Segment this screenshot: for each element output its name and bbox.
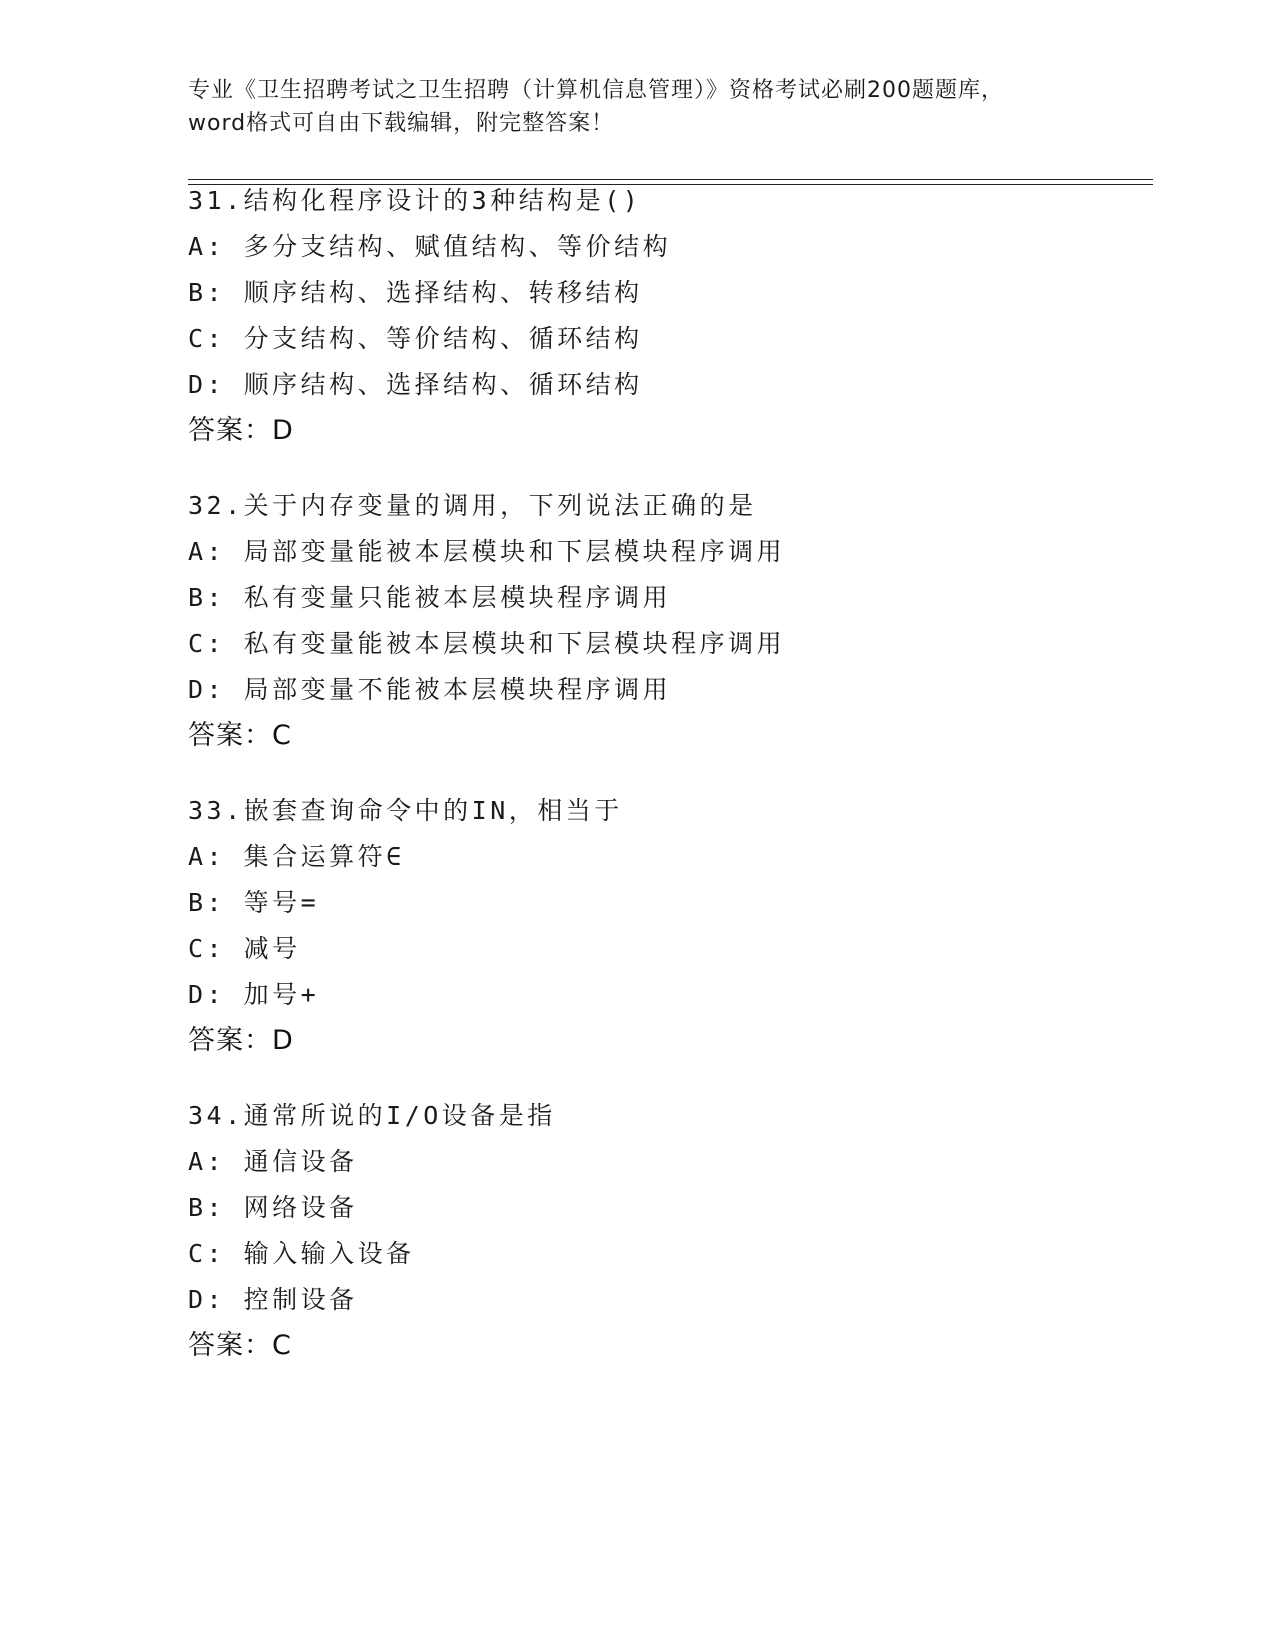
question-stem: 31.结构化程序设计的3种结构是() — [188, 186, 642, 215]
option-d: D: 顺序结构、选择结构、循环结构 — [188, 370, 643, 399]
option-d: D: 控制设备 — [188, 1285, 358, 1314]
question-stem: 34.通常所说的I/O设备是指 — [188, 1101, 556, 1130]
option-c: C: 输入输入设备 — [188, 1239, 415, 1268]
answer-label: 答案： — [188, 1330, 272, 1361]
option-d: D: 加号+ — [188, 980, 320, 1009]
answer-label: 答案： — [188, 720, 272, 751]
option-a: A: 通信设备 — [188, 1147, 358, 1176]
document-header — [188, 74, 1088, 140]
answer-value: D — [272, 1025, 294, 1056]
answer-value: C — [272, 720, 292, 751]
answer-line — [188, 1018, 1148, 1064]
option-c: C: 减号 — [188, 934, 301, 963]
header-line-2: word格式可自由下载编辑，附完整答案！ — [188, 111, 615, 136]
answer-line — [188, 408, 1148, 454]
question-31 — [188, 178, 1148, 454]
answer-value: D — [272, 415, 294, 446]
answer-value: C — [272, 1330, 292, 1361]
answer-line — [188, 1323, 1148, 1369]
option-b: B: 网络设备 — [188, 1193, 358, 1222]
question-32 — [188, 483, 1148, 759]
question-34 — [188, 1093, 1148, 1369]
option-d: D: 局部变量不能被本层模块程序调用 — [188, 675, 672, 704]
option-b: B: 等号= — [188, 888, 320, 917]
option-a: A: 集合运算符∈ — [188, 842, 405, 871]
header-line-1: 专业《卫生招聘考试之卫生招聘（计算机信息管理）》资格考试必刷200题题库， — [188, 78, 1004, 103]
option-b: B: 顺序结构、选择结构、转移结构 — [188, 278, 643, 307]
option-c: C: 私有变量能被本层模块和下层模块程序调用 — [188, 629, 786, 658]
answer-label: 答案： — [188, 1025, 272, 1056]
question-stem: 33.嵌套查询命令中的IN，相当于 — [188, 796, 623, 825]
option-b: B: 私有变量只能被本层模块程序调用 — [188, 583, 672, 612]
question-33 — [188, 788, 1148, 1064]
option-a: A: 局部变量能被本层模块和下层模块程序调用 — [188, 537, 786, 566]
option-a: A: 多分支结构、赋值结构、等价结构 — [188, 232, 672, 261]
answer-label: 答案： — [188, 415, 272, 446]
answer-line — [188, 713, 1148, 759]
option-c: C: 分支结构、等价结构、循环结构 — [188, 324, 643, 353]
question-stem: 32.关于内存变量的调用，下列说法正确的是 — [188, 491, 757, 520]
